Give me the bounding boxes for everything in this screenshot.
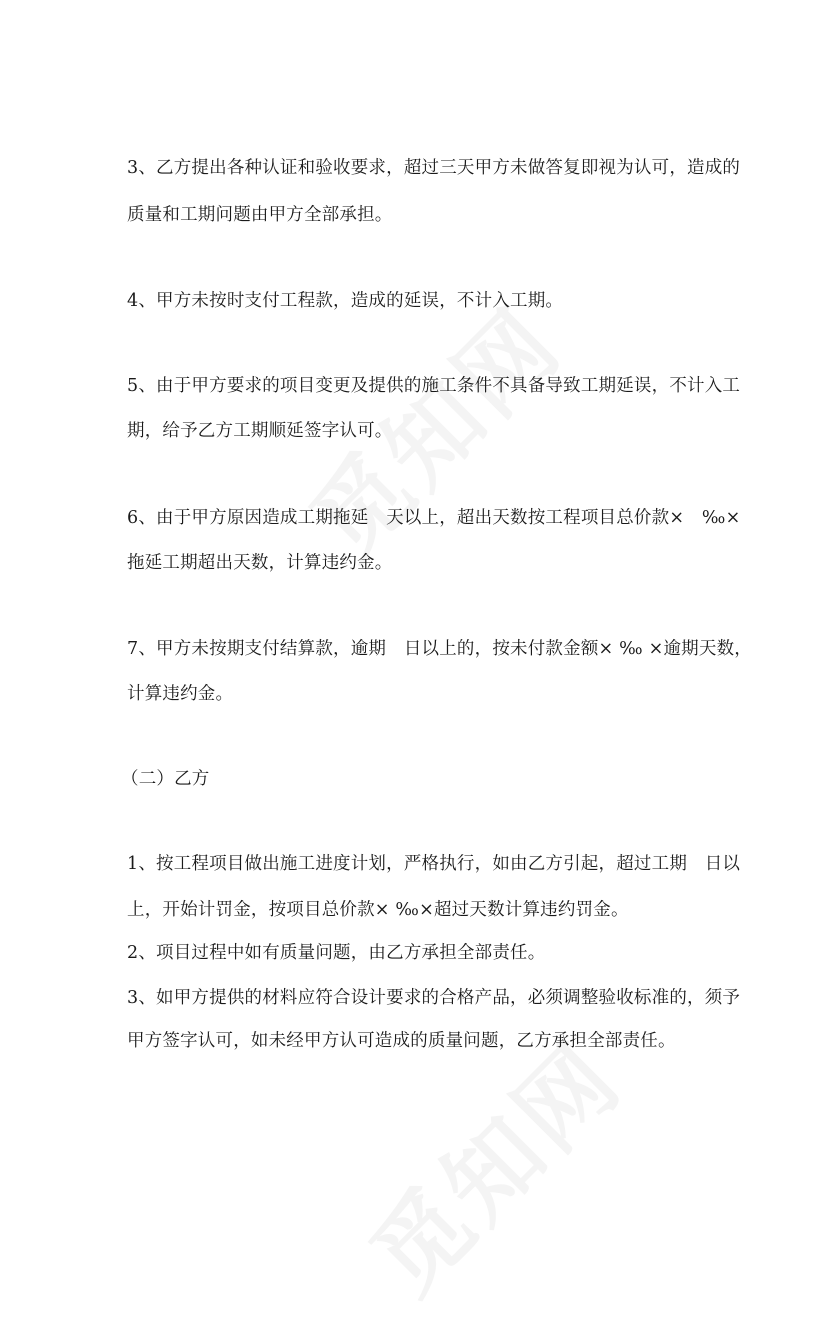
clause-text-line: 5、由于甲方要求的项目变更及提供的施工条件不具备导致工期延误，不计入工 [127, 376, 741, 396]
clause-text-line: 期，给予乙方工期顺延签字认可。 [127, 421, 393, 441]
clause-text-line: 4、甲方未按时支付工程款，造成的延误，不计入工期。 [127, 291, 564, 311]
clause-text-line: 3、如甲方提供的材料应符合设计要求的合格产品，必须调整验收标准的，须予 [127, 988, 741, 1008]
clause-text-line: 甲方签字认可，如未经甲方认可造成的质量问题，乙方承担全部责任。 [127, 1031, 676, 1051]
clause-text-line: 6、由于甲方原因造成工期拖延 天以上，超出天数按工程项目总价款× ‰× [127, 508, 741, 528]
clause-text-line: 1、按工程项目做出施工进度计划，严格执行，如由乙方引起，超过工期 日以 [127, 854, 741, 874]
clause-text-line: 质量和工期问题由甲方全部承担。 [127, 205, 393, 225]
clause-text-line: 3、乙方提出各种认证和验收要求，超过三天甲方未做答复即视为认可，造成的 [127, 158, 741, 178]
clause-text-line: 上，开始计罚金，按项目总价款× ‰×超过天数计算违约罚金。 [127, 900, 629, 920]
clause-text-line: 2、项目过程中如有质量问题，由乙方承担全部责任。 [127, 943, 546, 963]
section-heading: （二）乙方 [121, 769, 210, 789]
clause-text-line: 拖延工期超出天数，计算违约金。 [127, 553, 393, 573]
clause-text-line: 7、甲方未按期支付结算款，逾期 日以上的，按未付款金额× ‰ ×逾期天数， [127, 639, 752, 659]
watermark [336, 1008, 646, 1318]
clause-text-line: 计算违约金。 [127, 684, 234, 704]
